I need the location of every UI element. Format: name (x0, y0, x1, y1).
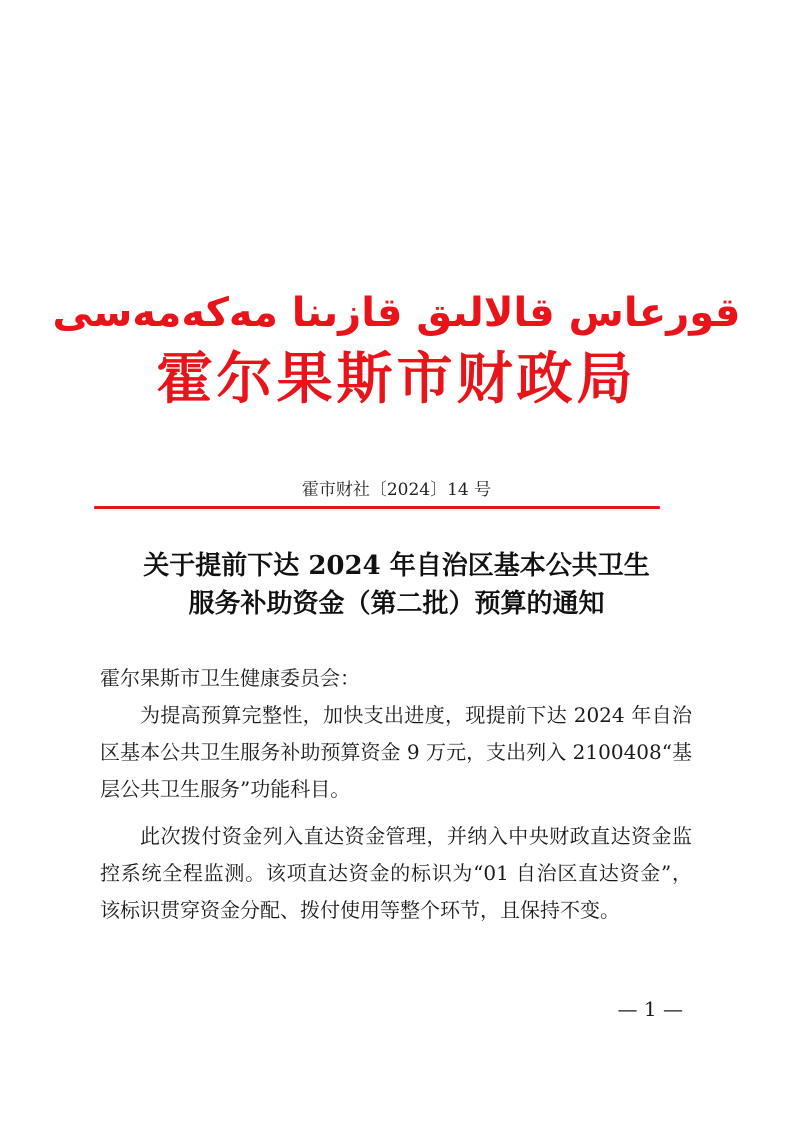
paragraph-1: 为提高预算完整性，加快支出进度，现提前下达 2024 年自治区基本公共卫生服务补助预算资金 9 万元，支出列入 2100408“基层公共卫生服务”功能科目。 (100, 703, 692, 801)
title-line-2: 服务补助资金（第二批）预算的通知 (188, 589, 605, 619)
letterhead-uyghur-name: قورعاس قالالىق قازىنا مەكەمەسى (52, 290, 741, 336)
red-divider-line (94, 506, 660, 509)
document-title (60, 547, 733, 623)
recipient-line: 霍尔果斯市卫生健康委员会： (100, 666, 360, 690)
document-number: 霍市财社〔2024〕14 号 (301, 480, 492, 500)
document-body (100, 660, 692, 929)
letterhead-agency-name: 霍尔果斯市财政局 (156, 346, 637, 412)
paragraph-2: 此次拨付资金列入直达资金管理，并纳入中央财政直达资金监控系统全程监测。该项直达资金的标识为“01 自治区直达资金”，该标识贯穿资金分配、拨付使用等整个环节，且保持不变。 (100, 824, 692, 922)
page-number: — 1 — (617, 997, 683, 1021)
title-line-1: 关于提前下达 2024 年自治区基本公共卫生 (143, 551, 650, 581)
